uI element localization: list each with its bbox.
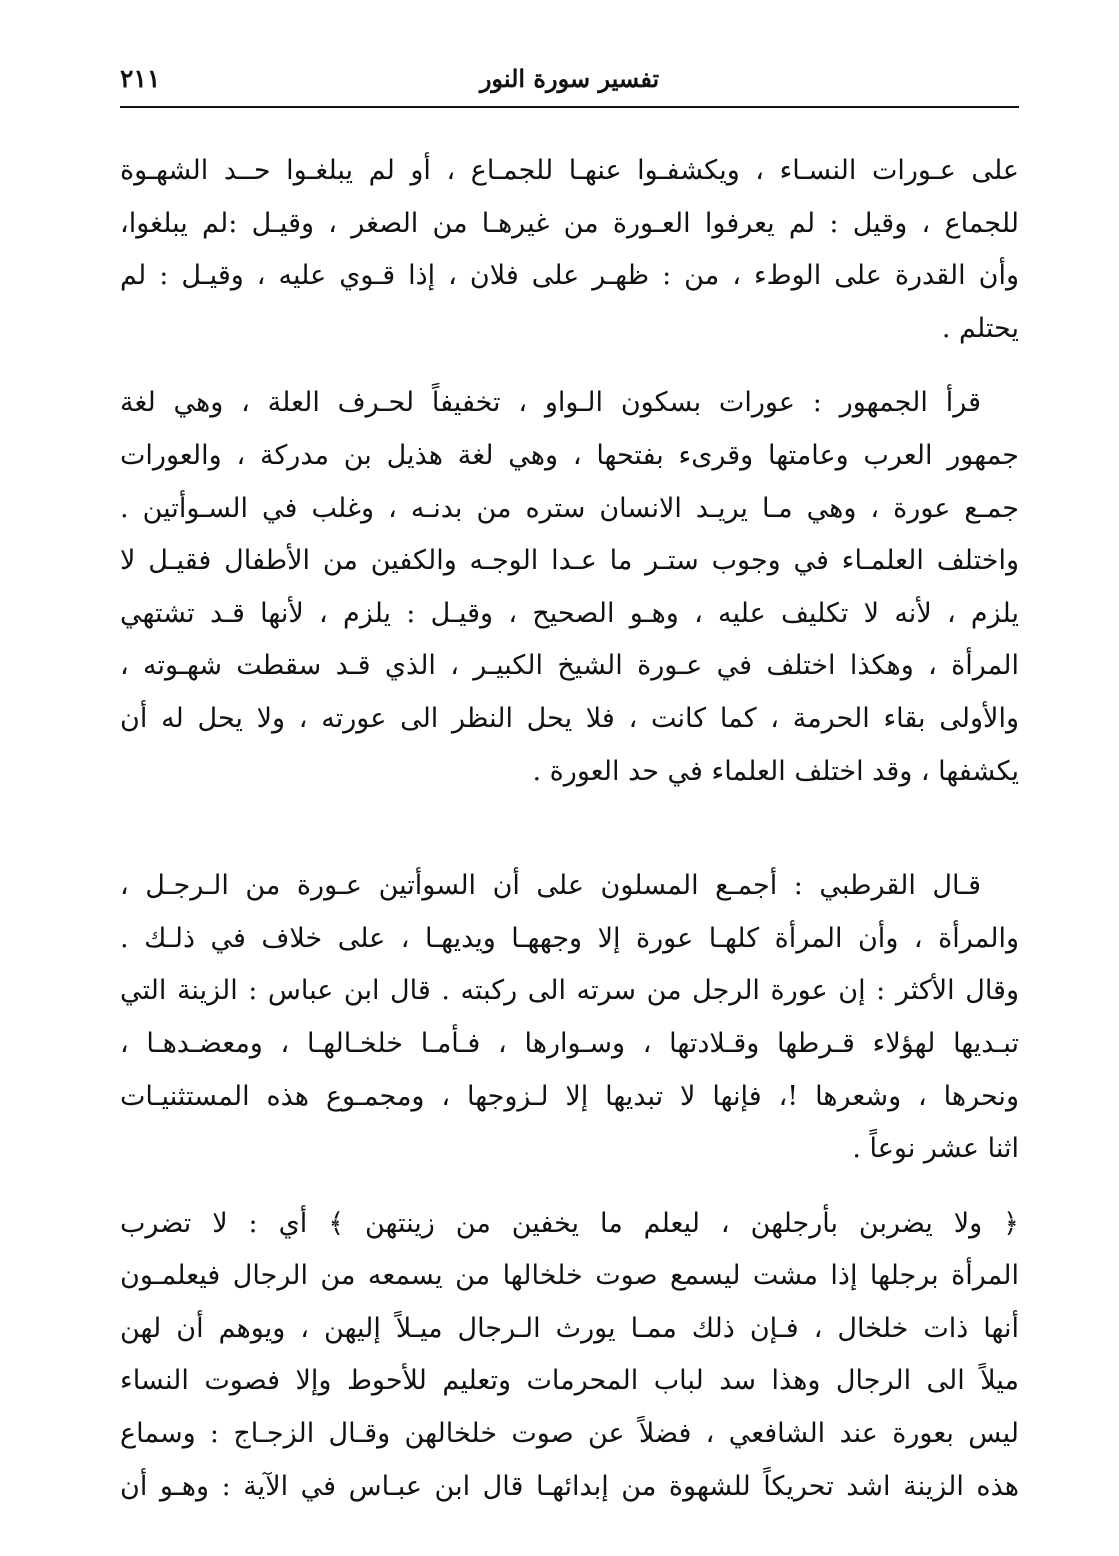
text-line: والأولى بقاء الحرمة ، كما كانت ، فلا يحل النظر الى عورته ، ولا يحل له أن xyxy=(120,702,1019,734)
text-line: المرأة ، وهكذا اختلف في عـورة الشيخ الكبيـر ، الذي قـد سقطت شهـوته ، xyxy=(120,650,1019,682)
text-line: للجماع ، وقيل : لم يعرفوا العـورة من غيرهـا من الصغر ، وقيـل :لم يبلغوا، xyxy=(120,207,1019,239)
paragraph-1 xyxy=(120,145,1019,355)
text-line: يلزم ، لأنه لا تكليف عليه ، وهـو الصحيح ، وقيـل : يلزم ، لأنها قـد تشتهي xyxy=(120,597,1019,629)
paragraph-2 xyxy=(120,377,1019,798)
text-line: جمهور العرب وعامتها وقرىء بفتحها ، وهي لغة هذيل بن مدركة ، والعورات xyxy=(120,439,1019,471)
text-line: قـال القرطبي : أجمـع المسلون على أن السوأتين عـورة من الـرجـل ، xyxy=(120,870,981,902)
text-line: يكشفها ، وقد اختلف العلماء في حد العورة . xyxy=(532,755,1019,787)
text-line: أنها ذات خلخال ، فـإن ذلك ممـا يورث الـرجال ميـلاً إليهن ، ويوهم أن لهن xyxy=(120,1312,1019,1344)
paragraph-gap xyxy=(120,1176,1019,1198)
paragraph-4 xyxy=(120,1198,1019,1514)
text-line: تبـديها لهؤلاء قـرطها وقـلادتها ، وسـوارها ، فـأمـا خلخـالهـا ، ومعضـدهـا ، xyxy=(120,1027,1019,1059)
text-line: يحتلم . xyxy=(941,312,1019,344)
text-line: ونحرها ، وشعرها !، فإنها لا تبديها إلا لـزوجها ، ومجمـوع هذه المستثنيـات xyxy=(120,1080,1019,1112)
header-rule xyxy=(120,106,1019,108)
text-line: قرأ الجمهور : عورات بسكون الـواو ، تخفيفاً لحـرف العلة ، وهي لغة xyxy=(120,387,981,419)
text-line: واختلف العلمـاء في وجوب ستـر ما عـدا الوجـه والكفين من الأطفال فقيـل لا xyxy=(120,545,1019,577)
running-title: تفسير سورة النور xyxy=(479,64,660,93)
quran-quote-line: ﴿ ولا يضربن بأرجلهن ، ليعلم ما يخفين من زينتهن ﴾ أي : لا تضرب xyxy=(120,1207,1019,1239)
text-line: وقال الأكثر : إن عورة الرجل من سرته الى ركبته . قال ابن عباس : الزينة التي xyxy=(120,975,1019,1007)
text-line: ميلاً الى الرجال وهذا سد لباب المحرمات وتعليم للأحوط وإلا فصوت النساء xyxy=(120,1365,1019,1397)
text-line: اثنا عشر نوعاً . xyxy=(852,1133,1019,1165)
page-number: ٢١١ xyxy=(120,64,161,93)
body-text xyxy=(120,145,1019,1513)
text-line: المرأة برجلها إذا مشت ليسمع صوت خلخالها من يسمعه من الرجال فيعلمـون xyxy=(120,1260,1019,1292)
paragraph-gap xyxy=(120,798,1019,860)
text-line: هذه الزينة اشد تحريكاً للشهوة من إبدائهـا قال ابن عبـاس في الآية : وهـو أن xyxy=(120,1470,1019,1502)
text-line: على عـورات النسـاء ، ويكشفـوا عنهـا للجمـاع ، أو لم يبلغـوا حــد الشهـوة xyxy=(120,155,1019,186)
running-header xyxy=(120,60,1019,106)
text-line: والمرأة ، وأن المرأة كلهـا عورة إلا وجههـا ويديهـا ، على خلاف في ذلـك . xyxy=(120,922,1019,954)
text-line: ليس بعورة عند الشافعي ، فضلاً عن صوت خلخالهن وقـال الزجـاج : وسماع xyxy=(120,1418,1019,1450)
text-line: جمـع عورة ، وهي مـا يريـد الانسان ستره من بدنـه ، وغلب في السـوأتين . xyxy=(120,492,1019,524)
paragraph-gap xyxy=(120,355,1019,377)
paragraph-3 xyxy=(120,860,1019,1176)
text-line: وأن القدرة على الوطء ، من : ظهـر على فلان ، إذا قـوي عليه ، وقيـل : لم xyxy=(120,260,1019,292)
